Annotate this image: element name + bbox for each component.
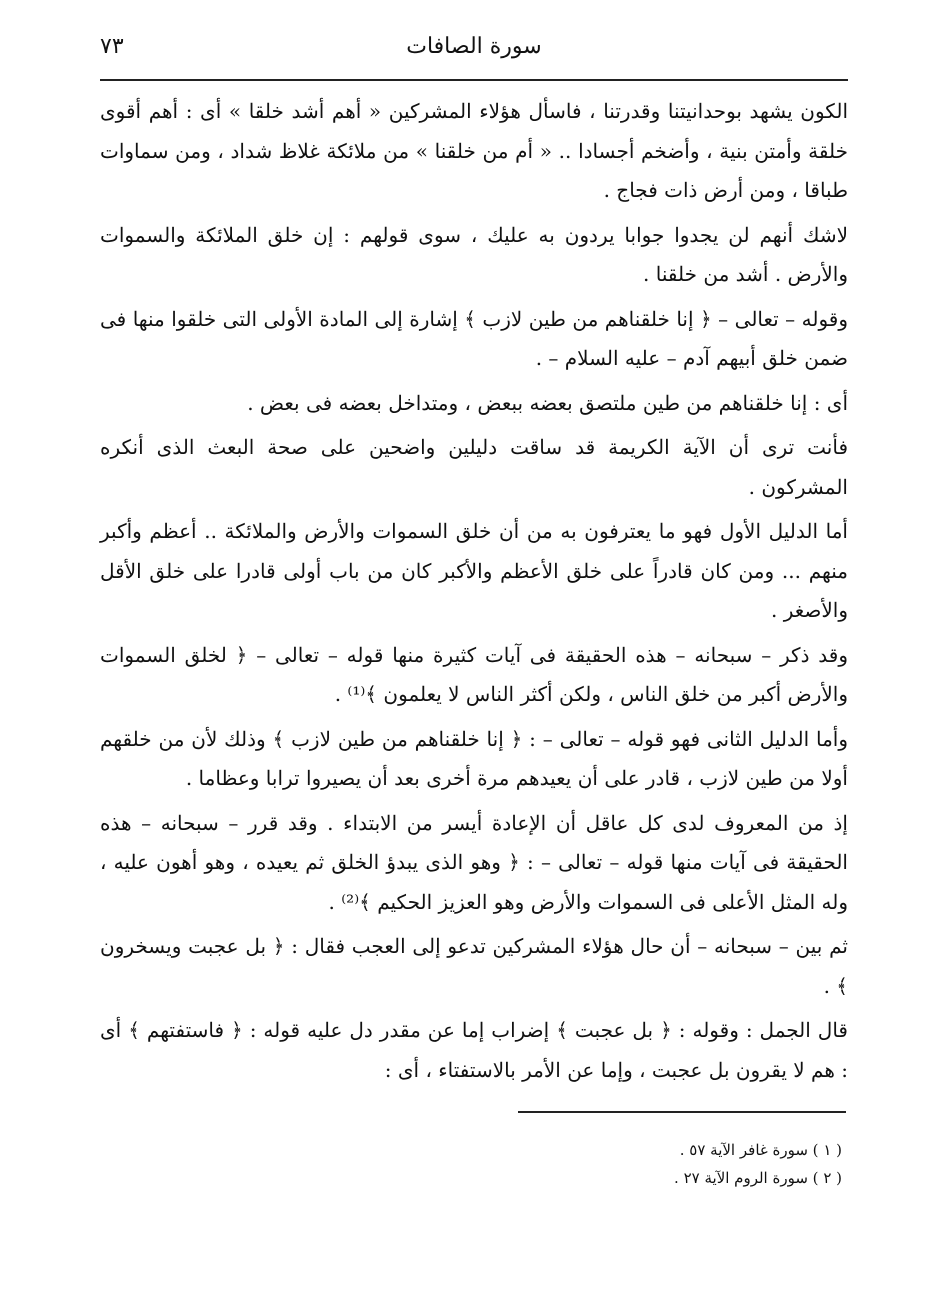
paragraph: أما الدليل الأول فهو ما يعترفون به من أن خلق السموات والأرض والملائكة .. أعظم وأكبر منهم ... ومن كان قادراً على خلق الأعظم والأكبر كان من باب أولى قادرا على خلق الأقل والأصغر . <box>100 519 848 622</box>
footnotes <box>100 1136 842 1192</box>
paragraph: أى : إنا خلقناهم من طين ملتصق بعضه ببعض ، ومتداخل بعضه فى بعض . <box>247 390 848 415</box>
paragraph: قال الجمل : وقوله : ﴿ بل عجبت ﴾ إضراب إما عن مقدر دل عليه قوله : ﴿ فاستفتهم ﴾ أى : هم لا يقرون بل عجبت ، وإما عن الأمر بالاستفتاء ، أى : <box>100 1018 848 1082</box>
paragraph: لاشك أنهم لن يجدوا جوابا يردون به عليك ، سوى قولهم : إن خلق الملائكة والسموات والأرض . أشد من خلقنا . <box>100 222 849 286</box>
page-number: ٧٣ <box>100 34 124 59</box>
paragraph: ثم بين – سبحانه – أن حال هؤلاء المشركين تدعو إلى العجب فقال : ﴿ بل عجبت ويسخرون ﴾ . <box>100 934 848 998</box>
paragraph: إذ من المعروف لدى كل عاقل أن الإعادة أيسر من الابتداء . وقد قرر – سبحانه – هذه الحقيقة فى آيات منها قوله – تعالى – : ﴿ وهو الذى يبدؤ الخلق ثم يعيده ، وهو أهون عليه ، وله المثل الأعلى فى السموات والأرض وهو العزيز الحكيم ﴾⁽²⁾ . <box>100 810 848 914</box>
header-rule <box>100 79 848 81</box>
page-header <box>100 28 848 72</box>
paragraph: وقد ذكر – سبحانه – هذه الحقيقة فى آيات كثيرة منها قوله – تعالى – ﴿ لخلق السموات والأرض أكبر من خلق الناس ، ولكن أكثر الناس لا يعلمون ﴾⁽¹⁾ . <box>100 642 848 706</box>
paragraph: الكون يشهد بوحدانيتنا وقدرتنا ، فاسأل هؤلاء المشركين « أهم أشد خلقا » أى : أهم أقوى خلقة وأمتن بنية ، وأضخم أجسادا .. « أم من خلقنا » من ملائكة غلاظ شداد ، ومن سماوات طباقا ، ومن أرض ذات فجاج . <box>100 99 848 202</box>
paragraph: فأنت ترى أن الآية الكريمة قد ساقت دليلين واضحين على صحة البعث الذى أنكره المشركون . <box>100 435 848 499</box>
main-text <box>100 92 848 1095</box>
paragraph: وأما الدليل الثانى فهو قوله – تعالى – : ﴿ إنا خلقناهم من طين لازب ﴾ وذلك لأن من خلقهم أولا من طين لازب ، قادر على أن يعيدهم مرة أخرى بعد أن يصيروا ترابا وعظاما . <box>100 726 848 790</box>
footnote: ( ١ ) سورة غافر الآية ٥٧ . <box>679 1141 842 1159</box>
footnote-rule <box>518 1111 846 1113</box>
running-title: سورة الصافات <box>406 34 542 59</box>
paragraph: وقوله – تعالى – ﴿ إنا خلقناهم من طين لازب ﴾ إشارة إلى المادة الأولى التى خلقوا منها فى ضمن خلق أبيهم آدم – عليه السلام – . <box>100 306 848 370</box>
footnote: ( ٢ ) سورة الروم الآية ٢٧ . <box>674 1169 842 1187</box>
